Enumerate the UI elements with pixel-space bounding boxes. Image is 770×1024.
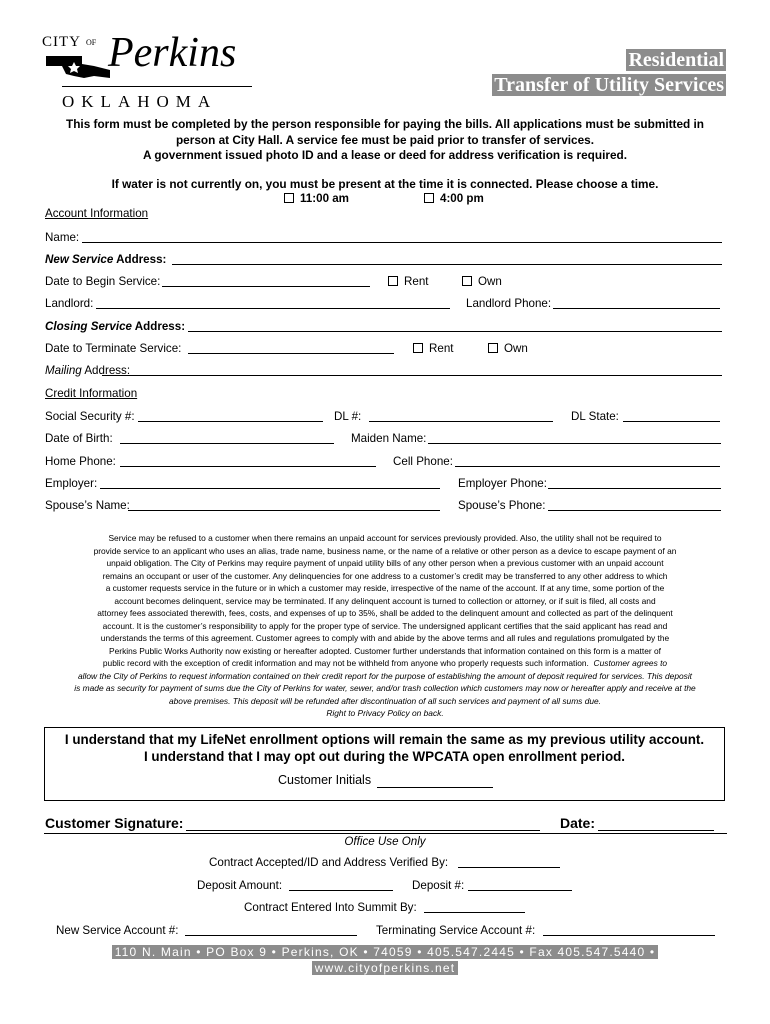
water-notice: If water is not currently on, you must be present at the time it is connected. Please choose a time. [111, 177, 659, 191]
office-use-title: Office Use Only [344, 835, 426, 848]
title-line2: Transfer of Utility Services [494, 74, 724, 96]
employer-phone-field[interactable] [548, 488, 721, 489]
footer-address: 110 N. Main • PO Box 9 • Perkins, OK • 74059 • 405.547.2445 • Fax 405.547.5440 • [112, 945, 659, 959]
summit-entry-field[interactable] [424, 912, 525, 913]
intro-line2: person at City Hall. A service fee must be paid prior to transfer of services. [175, 132, 595, 147]
logo-of-text: OF [86, 38, 97, 47]
cell-phone-field[interactable] [455, 466, 720, 467]
date-terminate-field[interactable] [188, 353, 394, 354]
employer-phone-label: Employer Phone: [458, 477, 547, 490]
ssn-label: Social Security #: [45, 410, 135, 423]
intro-line1: This form must be completed by the person responsible for paying the bills. All applications must be submitted in [66, 117, 704, 131]
lifenet-box [44, 727, 725, 801]
deposit-number-field[interactable] [468, 890, 572, 891]
logo-perkins-text: Perkins [108, 30, 237, 76]
terms-paragraph [22, 532, 748, 720]
terms-line: allow the City of Perkins to request information contained on their credit report for the purpose of establishing the amount of deposit required for services. This deposit [77, 670, 693, 681]
ssn-field[interactable] [138, 421, 323, 422]
option-label: 4:00 pm [440, 192, 484, 205]
closing-service-address-label: Closing Service Address: [45, 320, 186, 333]
checkbox-icon[interactable] [424, 193, 434, 203]
footer-website[interactable]: www.cityofperkins.net [312, 961, 459, 975]
customer-signature-field[interactable] [186, 830, 540, 831]
lifenet-line2: I understand that I may opt out during the WPCATA open enrollment period. [143, 749, 626, 764]
checkbox-icon[interactable] [413, 343, 423, 353]
terms-line: above premises. This deposit will be refunded after discontinuation of all such services and payment of all sums due. [168, 695, 601, 706]
checkbox-icon[interactable] [284, 193, 294, 203]
logo-state-text: OKLAHOMA [62, 92, 218, 111]
terms-line: account becomes delinquent, service may be terminated. If any delinquent account is turned to collection or attorney, or if suit is filed, all costs and [114, 595, 656, 606]
deposit-amount-field[interactable] [289, 890, 393, 891]
checkbox-icon[interactable] [388, 276, 398, 286]
spouse-phone-field[interactable] [548, 510, 721, 511]
lifenet-line1: I understand that my LifeNet enrollment options will remain the same as my previous utility account. [64, 732, 705, 747]
date-terminate-label: Date to Terminate Service: [45, 342, 182, 355]
landlord-label: Landlord: [45, 297, 94, 310]
dl-state-field[interactable] [623, 421, 720, 422]
customer-initials-label: Customer Initials [278, 773, 372, 787]
water-option-4pm[interactable] [424, 192, 484, 205]
spouse-phone-label: Spouse’s Phone: [458, 499, 546, 512]
intro-text [30, 117, 740, 164]
contract-accepted-field[interactable] [458, 867, 560, 868]
landlord-field[interactable] [96, 308, 450, 309]
terms-line: public record with the exception of credit information and may not be withheld from anyone who properly requests such information. Customer agrees to [102, 658, 668, 668]
office-divider [44, 833, 727, 834]
credit-section-heading: Credit Information [45, 387, 138, 400]
closing-own-option[interactable]: Own [488, 342, 528, 355]
deposit-amount-label: Deposit Amount: [197, 879, 283, 892]
terms-line: Service may be refused to a customer when there remains an unpaid account for services previously provided. Also, the utility shall not be required to [108, 533, 662, 543]
closing-rent-option[interactable]: Rent [413, 342, 454, 355]
title-line1: Residential [628, 49, 724, 71]
terminating-service-account-field[interactable] [543, 935, 715, 936]
form-title [492, 48, 726, 98]
checkbox-icon[interactable] [488, 343, 498, 353]
spouse-name-label: Spouse’s Name: [45, 499, 130, 512]
new-service-address-field[interactable] [172, 264, 722, 265]
terms-line: unpaid obligation. The City of Perkins may require payment of unpaid utility bills of any other person when a previous customer with an unpaid account [106, 558, 664, 568]
dl-label: DL #: [334, 410, 362, 423]
customer-signature-label: Customer Signature: [45, 815, 184, 831]
oklahoma-state-icon [44, 54, 112, 80]
date-begin-field[interactable] [162, 286, 370, 287]
signature-date-label: Date: [560, 815, 596, 831]
terms-line: provide service to an applicant who uses an alias, trade name, business name, or the name of a relative or other person as a device to escape payment of an [93, 545, 677, 556]
summit-entry-label: Contract Entered Into Summit By: [244, 901, 417, 914]
dob-label: Date of Birth: [45, 432, 113, 445]
signature-date-field[interactable] [598, 830, 714, 831]
city-logo [42, 30, 252, 114]
deposit-number-label: Deposit #: [412, 879, 465, 892]
checkbox-icon[interactable] [462, 276, 472, 286]
terms-line: Perkins Public Works Authority now existing or hereafter adopted. Customer further understands that information contained on this form is a matter of [109, 645, 661, 656]
maiden-name-field[interactable] [428, 443, 721, 444]
terms-line: a customer requests service in the future or in which a customer may reside, irrespective of the name of the account. If at any time, some portion of the [105, 583, 665, 593]
option-label: 11:00 am [300, 192, 349, 205]
terms-line: understands the terms of this agreement. Customer agrees to comply with and abide by the above terms and all rules and regulations promulgated by the [100, 633, 670, 643]
employer-label: Employer: [45, 477, 98, 490]
new-own-option[interactable]: Own [462, 275, 502, 288]
name-field[interactable] [82, 242, 722, 243]
terms-line: account. It is the customer’s responsibility to apply for the proper type of service. The undersigned applicant certifies that the said applicant has read and [102, 620, 668, 631]
closing-service-address-field[interactable] [188, 331, 722, 332]
employer-field[interactable] [100, 488, 440, 489]
home-phone-field[interactable] [120, 466, 376, 467]
terms-line: attorney fees associated therewith, fees, costs, and expenses of up to 35%, shall be added to the delinquent amount and collected as part of the delinquent [97, 608, 673, 618]
customer-initials-field[interactable] [377, 787, 493, 788]
spouse-name-field[interactable] [128, 510, 440, 511]
water-option-11am[interactable] [284, 192, 349, 205]
dob-field[interactable] [120, 443, 334, 444]
landlord-phone-field[interactable] [553, 308, 720, 309]
mailing-address-label: Mailing Address: [45, 364, 131, 377]
contract-accepted-label: Contract Accepted/ID and Address Verified By: [209, 856, 449, 869]
new-rent-option[interactable]: Rent [388, 275, 429, 288]
cell-phone-label: Cell Phone: [393, 455, 453, 468]
footer [0, 944, 770, 976]
terms-line: is made as security for payment of sums due the City of Perkins for water, sewer, and/or trash collection which customers may now or hereafter apply and receive at the [74, 683, 696, 693]
landlord-phone-label: Landlord Phone: [466, 297, 552, 310]
terms-line: remains an occupant or user of the customer. Any delinquencies for one address to a customer’s credit may be transferred to any other address to which [102, 570, 668, 581]
intro-line3: A government issued photo ID and a lease or deed for address verification is required. [142, 148, 627, 162]
mailing-address-field[interactable] [102, 375, 722, 376]
logo-divider [62, 86, 252, 87]
terminating-service-account-label: Terminating Service Account #: [376, 924, 536, 937]
new-service-account-label: New Service Account #: [56, 924, 179, 937]
maiden-name-label: Maiden Name: [351, 432, 427, 445]
terms-line: Right to Privacy Policy on back. [326, 708, 444, 718]
dl-state-label: DL State: [571, 410, 619, 423]
logo-city-text: CITY [42, 34, 81, 50]
account-section-heading: Account Information [45, 207, 149, 220]
home-phone-label: Home Phone: [45, 455, 116, 468]
new-service-account-field[interactable] [185, 935, 357, 936]
name-label: Name: [45, 231, 80, 244]
date-begin-label: Date to Begin Service: [45, 275, 161, 288]
new-service-address-label: New Service Address: [45, 253, 167, 266]
dl-field[interactable] [369, 421, 553, 422]
